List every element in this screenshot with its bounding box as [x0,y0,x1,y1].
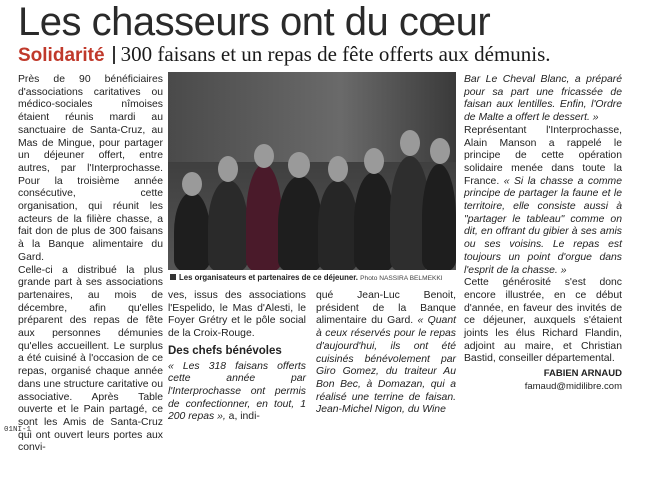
subheadline: 300 faisans et un repas de fête offerts aux démunis. [120,42,551,66]
paragraph [316,290,456,417]
quote: « Si la chasse a comme principe de partager la faune et le territoire, elle consiste aussi à "partager le tableau" comme on dit, en offrant du gibier à ses amis ou ses voisins. Le repas est toujours un point d'orgue dans l'esprit de la chasse. » [464,175,622,276]
photo-person [208,180,248,270]
paragraph [168,361,306,425]
article-photo [168,72,456,270]
photo-credit: Photo NASSIRA BELMEKKI [360,275,443,282]
paragraph-lead: Représentant l'Interprochasse, Alain Manson a rappelé le principe de cette opération solidaire menée dans toute la France. [464,124,622,187]
photo-person [246,164,282,270]
paragraph: Celle-ci a distribué la plus grande part à ses associations partenaires, au mois de décembre, afin qu'elles préparent des repas de fête aux personnes démunies qu'elles accueillent. Le surplus a été cuisiné à l'occasion de ce repas, organisé chaque année dans une structure caritative ou associative. Après Table ouverte et le Pain partagé, ce sont les Amis de Santa-Cruz qui ont ouvert leurs portes aux convi- [18,264,163,454]
photo-person [422,164,456,270]
photo-person-head [364,148,384,174]
paragraph: Cette générosité s'est donc encore illustrée, en ce début d'année, en faveur des invités de ce déjeuner, auxquels s'étaient joints les élus Richard Flandin, adjoint au maire, et Christian Bastid, conseiller départemental. [464,277,622,365]
photo-person [278,176,322,270]
photo-person-head [182,172,202,196]
article-column-3 [316,290,456,417]
article-column-2 [168,290,306,424]
photo-person [354,172,394,270]
quote: Bar Le Cheval Blanc, a préparé pour sa part une fricassée de faisan aux lentilles. Enfin, l'Ordre de Malte a offert le dessert. » [464,74,622,124]
kicker-separator [113,46,115,64]
article-column-4 [464,74,622,394]
headline: Les chasseurs ont du cœur [18,0,491,44]
paragraph: Près de 90 bénéficiaires d'associations caritatives ou médico-sociales nîmoises étaient réunis mardi au sanctuaire de Santa-Cruz, au Mas de Mingue, pour partager un déjeuner offert, entre autres, par l'Interprochasse. Pour la troisième année consécutive, cette organisation, qui réunit les acteurs de la filière chasse, a fait don de plus de 300 faisans à la Banque alimentaire du Gard. [18,74,163,263]
kicker-label: Solidarité [18,45,105,66]
photo-person-head [288,152,310,178]
photo-person-head [254,144,274,168]
photo-person-head [400,130,420,156]
paragraph-tail: a, indi- [225,411,260,423]
paragraph-lead: qué Jean-Luc Benoit, président de la Banque alimentaire du Gard. [316,290,456,327]
photo-person-head [218,156,238,182]
section-heading: Des chefs bénévoles [168,344,282,357]
photo-person [318,180,358,270]
author-email: famaud@midilibre.com [524,380,622,392]
paragraph: ves, issus des associations l'Espelido, le Mas d'Alesti, le Foyer Grétry et le pôle social de la Croix-Rouge. [168,290,306,340]
caption-text: Les organisateurs et partenaires de ce déjeuner. [179,273,358,282]
caption-square-icon [170,274,176,280]
quote: « Les 318 faisans offerts cette année par l'Interprochasse ont permis de confectionner, en tout, 1 200 repas », [168,360,306,423]
photo-person-head [430,138,450,164]
quote: « Quant à ceux réservés pour le repas d'aujourd'hui, ils ont été cuisinés bénévolement par Giro Gomez, du traiteur Au Bon Bec, à Domazan, qui a réalisé une terrine de faisan. Jean-Michel Nigon, du Wine [316,315,456,416]
paragraph [464,125,622,277]
photo-person-head [328,156,348,182]
kicker-row [18,42,640,68]
photo-caption [170,273,456,282]
article-column-1 [18,74,163,455]
author-signature: FABIEN ARNAUD [543,368,622,380]
page-code: 01NI-1 [4,426,32,434]
photo-person [174,192,210,270]
